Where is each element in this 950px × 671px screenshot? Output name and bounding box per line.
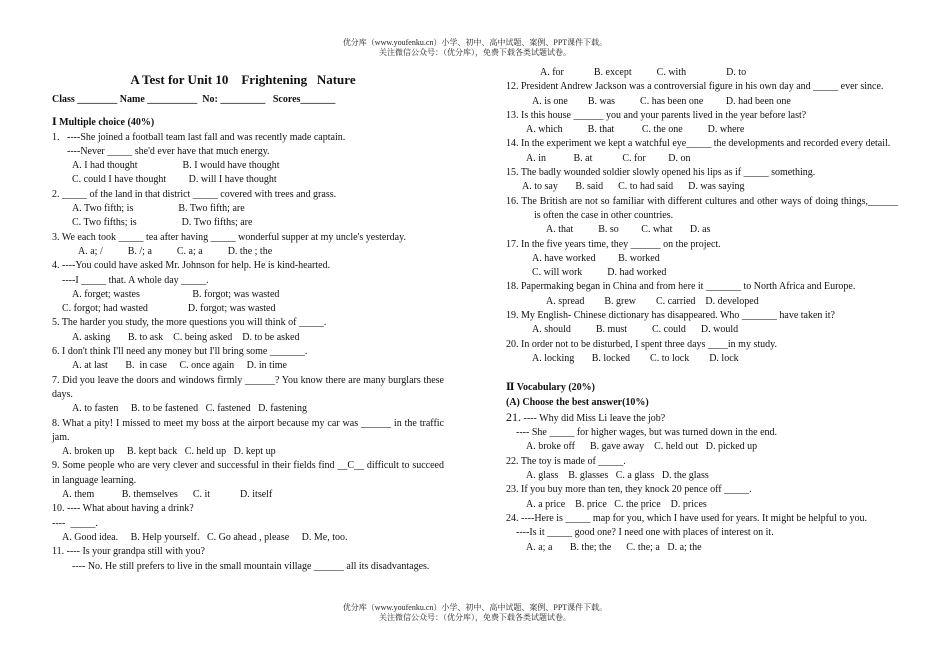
right-column [506,66,898,555]
student-info-line: Class ________ Name __________ No: _________ Scores_______ [52,94,336,105]
page-header [0,38,950,58]
question-1-options-cd: C. could I have thought D. will I have thought [72,174,277,186]
question-12-options: A. is one B. was C. has been one D. had been one [532,95,791,107]
question-10-line2: ---- _____. [52,517,98,529]
question-7-options: A. to fasten B. to be fastened C. fastened D. fastening [72,403,307,415]
header-line-1: 优分库（www.youfenku.cn）小学、初中、高中试题、案例、PPT课件下载。 [342,38,608,47]
test-title: A Test for Unit 10 Frightening Nature [130,72,356,87]
question-10: 10. ---- What about having a drink? [52,503,194,515]
question-4: 4. ----You could have asked Mr. Johnson for help. He is kind-hearted. [52,260,331,272]
question-13: 13. Is this house ______ you and your parents lived in the year before last? [506,109,807,121]
question-21-number: 21. [506,409,521,424]
question-4-options-cd: C. forgot; had wasted D. forgot; was wasted [62,303,276,315]
question-11: 11. ---- Is your grandpa still with you? [52,546,205,558]
question-9: 9. Some people who are very clever and successful in their fields find __C__ difficult to succeed in language learning. [52,460,444,486]
question-17: 17. In the five years time, they ______ on the project. [506,238,721,250]
question-2-options-cd: C. Two fifths; is D. Two fifths; are [72,217,253,229]
question-17-options-cd: C. will work D. had worked [532,267,667,279]
question-14: 14. In the experiment we kept a watchful eye_____ the developments and recorded every detail. [506,138,891,150]
question-24: 24. ----Here is _____ map for you, which I have used for years. It might be helpful to you. [506,512,868,524]
question-2: 2. _____ of the land in that district _____ covered with trees and grass. [52,188,337,200]
question-2-options-ab: A. Two fifth; is B. Two fifth; are [72,203,245,215]
question-18-options: A. spread B. grew C. carried D. developed [546,295,759,307]
question-5: 5. The harder you study, the more questions you will think of _____. [52,317,327,329]
question-11-options: A. for B. except C. with D. to [540,67,747,78]
footer-line-1: 优分库（www.youfenku.cn）小学、初中、高中试题、案例、PPT课件下载。 [342,603,608,612]
question-13-options: A. which B. that C. the one D. where [526,124,745,136]
question-15-options: A. to say B. said C. to had said D. was saying [522,181,745,193]
question-6: 6. I don't think I'll need any money but I'll bring some _______. [52,346,308,358]
question-21-text: ---- Why did Miss Li leave the job? [523,412,666,424]
question-5-options: A. asking B. to ask C. being asked D. to be asked [72,331,300,343]
section-heading-vocabulary: Ⅱ Vocabulary (20%) [506,382,595,394]
footer-line-2: 关注微信公众号：（优分库），免费下载各类试题试卷。 [379,613,571,622]
question-19: 19. My English- Chinese dictionary has disappeared. Who _______ have taken it? [506,310,835,322]
section-heading-multiple-choice: Ⅰ Multiple choice (40%) [52,117,155,129]
spacer [506,366,898,377]
question-8-options: A. broken up B. kept back C. held up D. kept up [62,446,276,458]
question-24-options: A. a; a B. the; the C. the; a D. a; the [526,541,702,553]
question-20: 20. In order not to be disturbed, I spent three days ____in my study. [506,338,777,350]
question-16: 16. The British are not so familiar with different cultures and other ways of doing things,______ is often the case in other countries. [506,195,898,221]
question-19-options: A. should B. must C. could D. would [532,324,739,336]
left-column [52,66,444,574]
question-22: 22. The toy is made of _____. [506,455,626,467]
question-18: 18. Papermaking began in China and from here it _______ to North Africa and Europe. [506,281,856,293]
question-10-options: A. Good idea. B. Help yourself. C. Go ahead , please D. Me, too. [62,531,348,543]
question-15: 15. The badly wounded soldier slowly opened his lips as if _____ something. [506,167,816,179]
question-3: 3. We each took _____ tea after having _____ wonderful supper at my uncle's yesterday. [52,231,406,243]
question-8: 8. What a pity! I missed to meet my boss at the airport because my car was ______ in the traffic jam. [52,417,444,443]
subsection-heading-a: (A) Choose the best answer(10%) [506,396,649,408]
question-23-options: A. a price B. price C. the price D. prices [526,498,707,510]
header-line-2: 关注微信公众号：（优分库），免费下载各类试题试卷。 [379,48,571,57]
question-4-line2: ----I _____ that. A whole day _____. [62,274,209,286]
question-17-options-ab: A. have worked B. worked [532,252,660,264]
question-23: 23. If you buy more than ten, they knock 20 pence off _____. [506,484,752,496]
question-14-options: A. in B. at C. for D. on [526,152,691,164]
question-16-options: A. that B. so C. what D. as [546,224,711,236]
question-20-options: A. locking B. locked C. to lock D. lock [532,352,739,364]
question-12: 12. President Andrew Jackson was a controversial figure in his own day and _____ ever since. [506,81,884,93]
question-9-options: A. them B. themselves C. it D. itself [62,489,273,501]
question-21 [506,410,898,426]
page-footer [0,603,950,623]
question-7: 7. Did you leave the doors and windows firmly ______? You know there are many burglars these days. [52,374,444,400]
question-1-line2: ----Never _____ she'd ever have that much energy. [62,145,270,157]
question-24-line2: ----Is it _____ good one? I need one with places of interest on it. [516,527,774,539]
question-4-options-ab: A. forget; wastes B. forgot; was wasted [72,288,280,300]
question-1: 1. ----She joined a football team last fall and was recently made captain. [52,131,346,143]
question-3-options: A. a; / B. /; a C. a; a D. the ; the [78,245,273,257]
question-6-options: A. at last B. in case C. once again D. in time [72,360,287,372]
question-11-line2: ---- No. He still prefers to live in the small mountain village ______ all its disadvantages. [72,560,430,572]
question-22-options: A. glass B. glasses C. a glass D. the glass [526,470,709,482]
question-21-options: A. broke off B. gave away C. held out D. picked up [526,441,758,453]
question-1-options-ab: A. I had thought B. I would have thought [72,160,280,172]
question-21-line2: ---- She _____ for higher wages, but was turned down in the end. [516,427,778,439]
